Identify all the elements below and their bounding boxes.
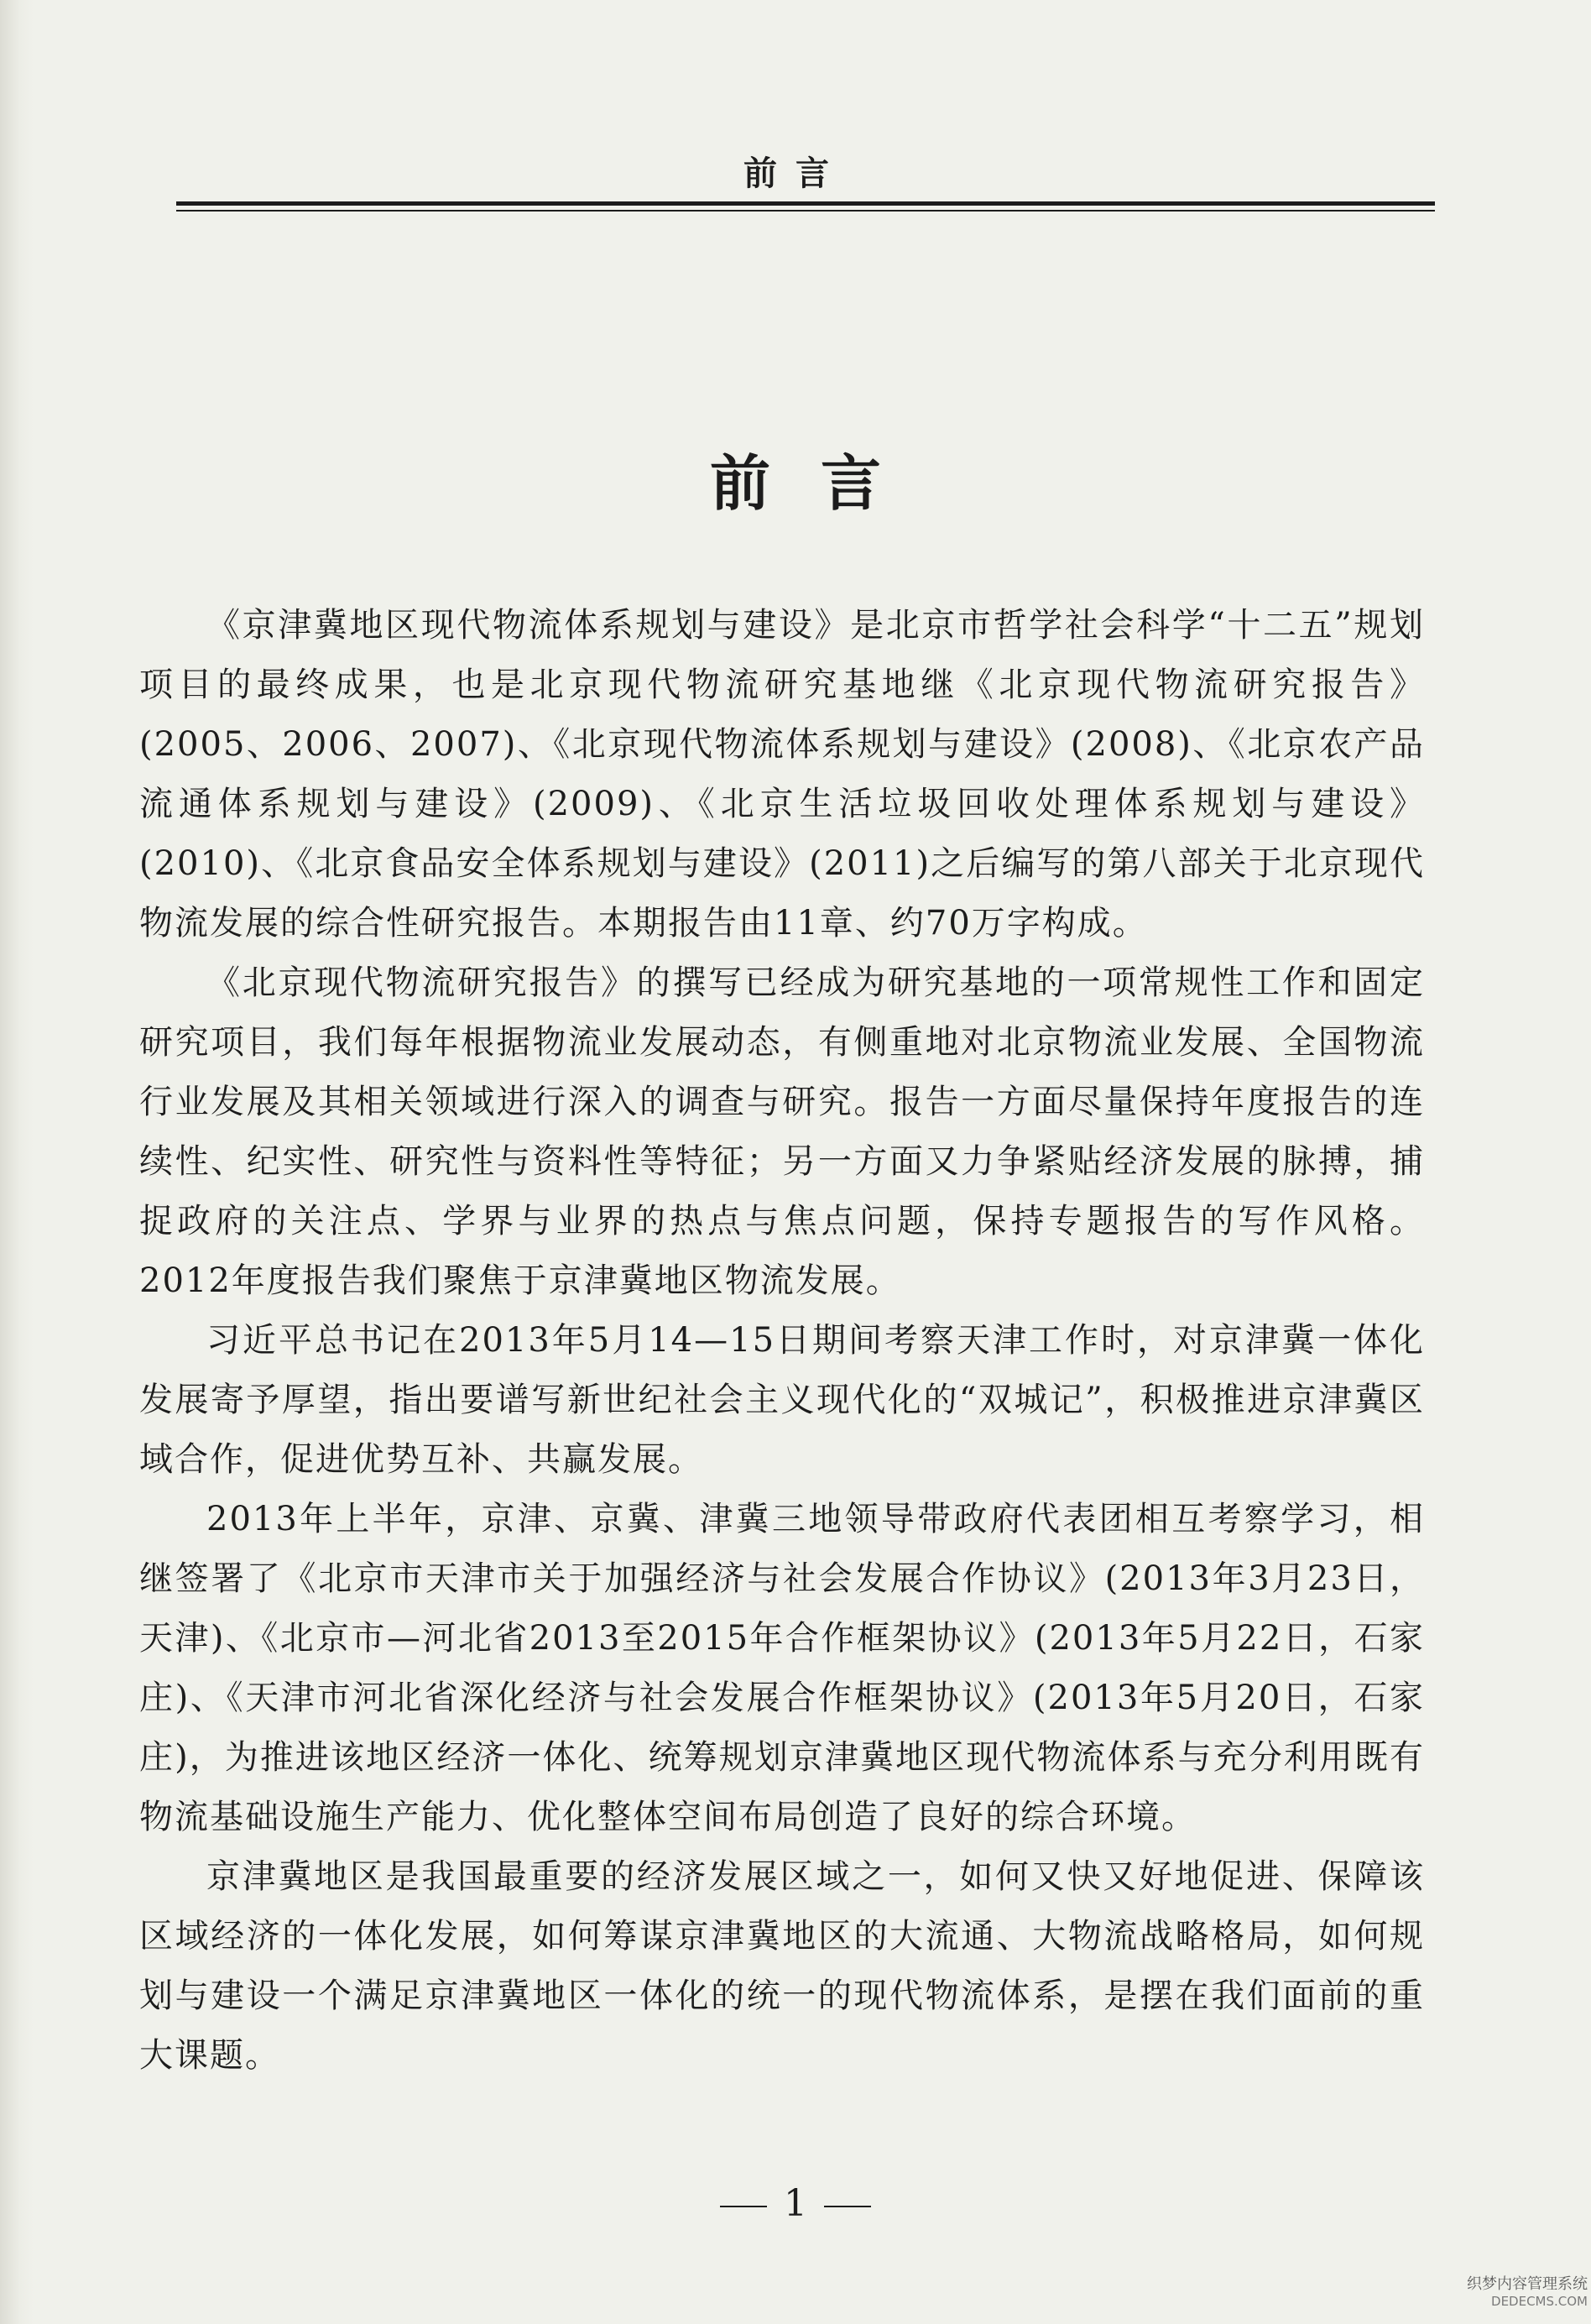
book-spine-shadow [0,0,34,2324]
watermark-line2: DEDECMS.COM [1491,2294,1588,2309]
site-watermark [1467,2276,1588,2310]
folio-dash-left [720,2206,767,2207]
watermark-line1: 织梦内容管理系统 [1467,2275,1588,2293]
paragraph: 2013年上半年，京津、京冀、津冀三地领导带政府代表团相互考察学习，相继签署了《北京市天津市关于加强经济与社会发展合作协议》(2013年3月23日，天津)、《北京市—河北省2013至2015年合作框架协议》(2013年5月22日，石家庄)、《天津市河北省深化经济与社会发展合作框架协议》(2013年5月20日，石家庄)，为推进该地区经济一体化、统筹规划京津冀地区现代物流体系与充分利用既有物流基础设施生产能力、优化整体空间布局创造了良好的综合环境。 [139,1500,1425,1836]
running-head: 前言 [743,154,848,193]
page-title: 前言 [709,447,931,520]
header-rule-thick [176,201,1435,206]
paragraph: 《北京现代物流研究报告》的撰写已经成为研究基地的一项常规性工作和固定研究项目，我们每年根据物流业发展动态，有侧重地对北京物流业发展、全国物流行业发展及其相关领域进行深入的调查与研究。报告一方面尽量保持年度报告的连续性、纪实性、研究性与资料性等特征；另一方面又力争紧贴经济发展的脉搏，捕捉政府的关注点、学界与业界的热点与焦点问题，保持专题报告的写作风格。2012年度报告我们聚焦于京津冀地区物流发展。 [139,964,1425,1300]
page-number [0,2182,1591,2225]
header-rule-thin [176,210,1435,212]
paragraph: 京津冀地区是我国最重要的经济发展区域之一，如何又快又好地促进、保障该区域经济的一体化发展，如何筹谋京津冀地区的大流通、大物流战略格局，如何规划与建设一个满足京津冀地区一体化的统一的现代物流体系，是摆在我们面前的重大课题。 [139,1857,1425,2075]
paragraph: 《京津冀地区现代物流体系规划与建设》是北京市哲学社会科学“十二五”规划项目的最终成果，也是北京现代物流研究基地继《北京现代物流研究报告》(2005、2006、2007)、《北京现代物流体系规划与建设》(2008)、《北京农产品流通体系规划与建设》(2009)、《北京生活垃圾回收处理体系规划与建设》(2010)、《北京食品安全体系规划与建设》(2011)之后编写的第八部关于北京现代物流发展的综合性研究报告。本期报告由11章、约70万字构成。 [139,606,1425,943]
preface-body [139,596,1425,2086]
folio-dash-right [824,2206,871,2207]
page-number-value: 1 [784,2182,807,2225]
paragraph: 习近平总书记在2013年5月14—15日期间考察天津工作时，对京津冀一体化发展寄予厚望，指出要谱写新世纪社会主义现代化的“双城记”，积极推进京津冀区域合作，促进优势互补、共赢发展。 [139,1321,1425,1479]
